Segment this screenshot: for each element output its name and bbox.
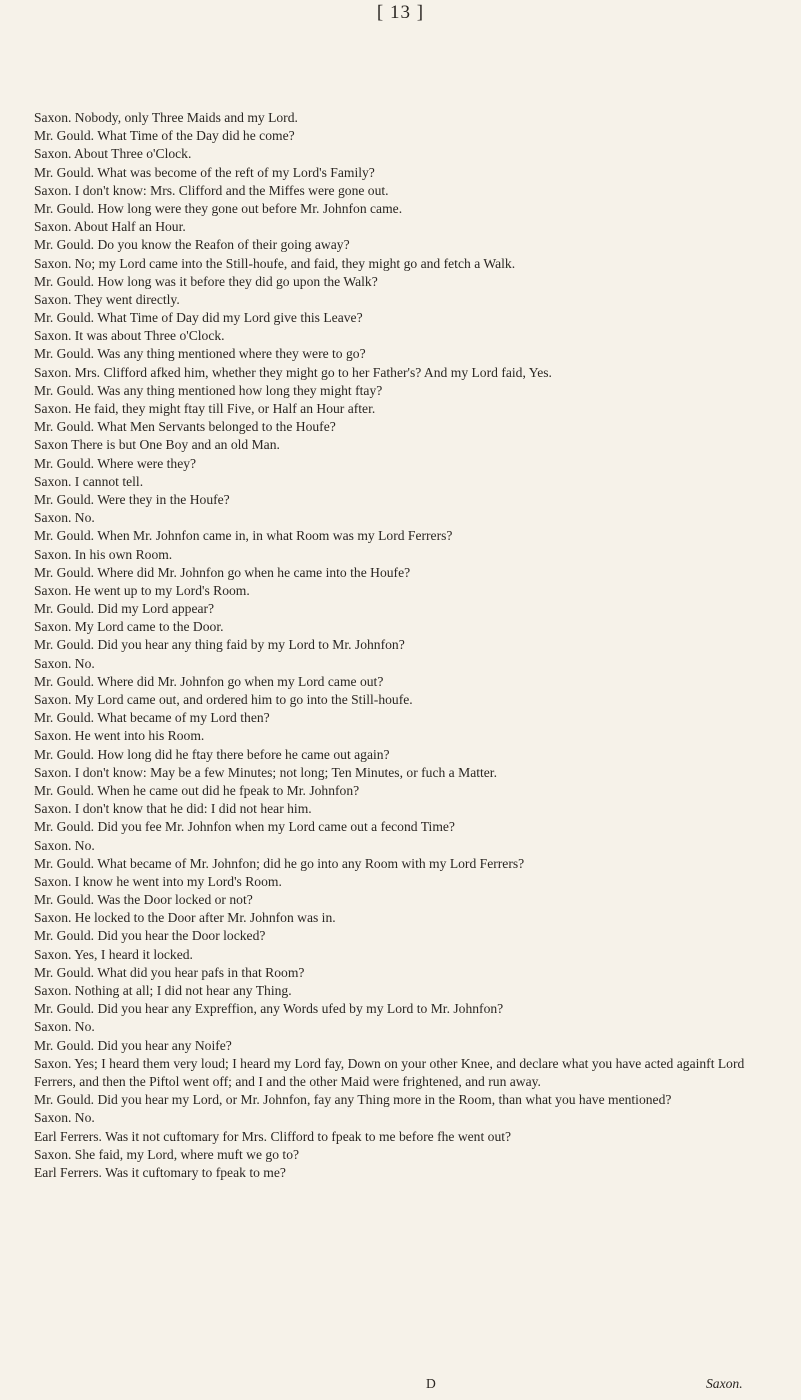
text-line: Mr. Gould. Where were they? — [34, 455, 197, 471]
text-line: Saxon. In his own Room. — [34, 546, 173, 562]
text-line: Saxon. He locked to the Door after Mr. Johnfon was in. — [34, 910, 336, 926]
text-line: Saxon. About Three o'Clock. — [34, 146, 192, 162]
text-line: Mr. Gould. How long was it before they did go upon the Walk? — [34, 273, 378, 289]
text-line: Mr. Gould. What was become of the reft of my Lord's Family? — [34, 164, 375, 180]
text-line: Saxon. No. — [34, 837, 95, 853]
text-line: Saxon. Yes; I heard them very loud; I heard my Lord fay, Down on your other Knee, and declare what you have acted againft Lord Ferrers, and then the Piftol went off; and I and the other Maid were frightened, and run away. — [34, 1055, 745, 1089]
text-line: Mr. Gould. How long were they gone out before Mr. Johnfon came. — [34, 200, 403, 216]
text-line: Earl Ferrers. Was it cuftomary to fpeak to me? — [34, 1164, 286, 1180]
text-line: Saxon. I don't know: May be a few Minutes; not long; Ten Minutes, or fuch a Matter. — [34, 764, 497, 780]
text-line: Saxon. No; my Lord came into the Still-houfe, and faid, they might go and fetch a Walk. — [34, 255, 516, 271]
text-line: Mr. Gould. Did you hear the Door locked? — [34, 928, 266, 944]
text-line: Saxon. I cannot tell. — [34, 473, 144, 489]
text-line: Mr. Gould. When he came out did he fpeak to Mr. Johnfon? — [34, 782, 360, 798]
text-line: Mr. Gould. Where did Mr. Johnfon go when he came into the Houfe? — [34, 564, 411, 580]
text-line: Mr. Gould. Were they in the Houfe? — [34, 491, 230, 507]
text-line: Mr. Gould. What did you hear pafs in that Room? — [34, 964, 305, 980]
text-line: Saxon. No. — [34, 655, 95, 671]
text-line: Mr. Gould. What Time of the Day did he come? — [34, 128, 295, 144]
text-line: Saxon. Yes, I heard it locked. — [34, 946, 193, 962]
text-line: Saxon. Nobody, only Three Maids and my Lord. — [34, 110, 298, 125]
text-line: Saxon. My Lord came to the Door. — [34, 619, 224, 635]
text-line: Mr. Gould. Did you fee Mr. Johnfon when my Lord came out a fecond Time? — [34, 819, 455, 835]
text-line: Saxon. No. — [34, 1019, 95, 1035]
text-line: Saxon. About Half an Hour. — [34, 219, 186, 235]
text-line: Mr. Gould. Was the Door locked or not? — [34, 892, 253, 908]
text-line: Saxon. I know he went into my Lord's Room. — [34, 873, 282, 889]
text-line: Mr. Gould. Where did Mr. Johnfon go when my Lord came out? — [34, 673, 384, 689]
text-line: Mr. Gould. How long did he ftay there before he came out again? — [34, 746, 390, 762]
text-line: Mr. Gould. Was any thing mentioned how long they might ftay? — [34, 382, 383, 398]
text-line: Mr. Gould. What Time of Day did my Lord give this Leave? — [34, 310, 363, 326]
text-line: Saxon. I don't know that he did: I did not hear him. — [34, 801, 312, 817]
text-line: Mr. Gould. What Men Servants belonged to the Houfe? — [34, 419, 336, 435]
text-line: Saxon. He went up to my Lord's Room. — [34, 582, 250, 598]
text-line: Saxon. They went directly. — [34, 291, 180, 307]
text-line: Mr. Gould. Did my Lord appear? — [34, 601, 215, 617]
transcript-body — [34, 109, 771, 1182]
text-line: Earl Ferrers. Was it not cuftomary for Mrs. Clifford to fpeak to me before fhe went out? — [34, 1128, 512, 1144]
text-line: Saxon. She faid, my Lord, where muft we go to? — [34, 1146, 300, 1162]
page-footer — [0, 1376, 801, 1396]
text-line: Mr. Gould. Did you hear any thing faid by my Lord to Mr. Johnfon? — [34, 637, 405, 653]
text-line: Saxon. No. — [34, 1110, 95, 1126]
text-line: Saxon. My Lord came out, and ordered him to go into the Still-houfe. — [34, 692, 413, 708]
text-line: Saxon. I don't know: Mrs. Clifford and the Miffes were gone out. — [34, 182, 389, 198]
page-number: [ 13 ] — [376, 2, 425, 23]
text-line: Saxon. Mrs. Clifford afked him, whether they might go to her Father's? And my Lord faid, Yes. — [34, 364, 552, 380]
text-line: Mr. Gould. Do you know the Reafon of their going away? — [34, 237, 350, 253]
text-line: Mr. Gould. What became of Mr. Johnfon; did he go into any Room with my Lord Ferrers? — [34, 855, 525, 871]
text-line: Saxon. No. — [34, 510, 95, 526]
text-line: Saxon. He went into his Room. — [34, 728, 205, 744]
text-line: Mr. Gould. Did you hear any Expreffion, any Words ufed by my Lord to Mr. Johnfon? — [34, 1001, 504, 1017]
text-line: Mr. Gould. Did you hear any Noife? — [34, 1037, 232, 1053]
text-line: Saxon There is but One Boy and an old Man. — [34, 437, 280, 453]
text-line: Mr. Gould. Was any thing mentioned where they were to go? — [34, 346, 366, 362]
text-line: Mr. Gould. When Mr. Johnfon came in, in what Room was my Lord Ferrers? — [34, 528, 453, 544]
text-line: Mr. Gould. Did you hear my Lord, or Mr. Johnfon, fay any Thing more in the Room, than what you have mentioned? — [34, 1092, 672, 1108]
signature-mark: D — [426, 1376, 436, 1391]
text-line: Mr. Gould. What became of my Lord then? — [34, 710, 270, 726]
text-line: Saxon. Nothing at all; I did not hear any Thing. — [34, 983, 292, 999]
text-line: Saxon. It was about Three o'Clock. — [34, 328, 225, 344]
text-line: Saxon. He faid, they might ftay till Five, or Half an Hour after. — [34, 401, 376, 417]
catchword: Saxon. — [706, 1376, 743, 1391]
